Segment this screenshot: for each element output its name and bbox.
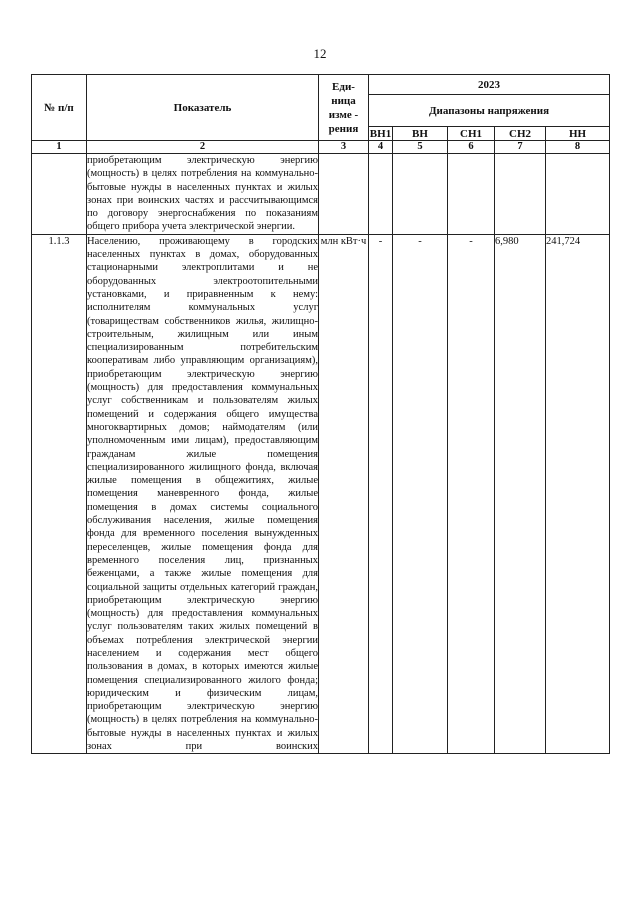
col-number: 2 — [87, 141, 319, 154]
indicator-text-p2: исполнителям коммунальных услуг (товариществам собственников жилья, жилищно-строительным, жилищным или иным специализированным потребительским кооперативам либо управляющим организациям), приобретающим электрическую энергию (мощность) для предоставления коммунальных услуг собственникам и пользователям жилых помещений и содержания общего имущества многоквартирных домов; наймодателям (или уполномоченным ими лицам), предоставляющим гражданам жилые помещения специализированного жилищного фонда, включая жилые помещения в общежитиях, жилые помещения маневренного фонда, жилые помещения в домах системы социального обслуживания населения, жилые помещения фонда для временного поселения вынужденных переселенцев, жилые помещения фонда для временного поселения лиц, признанных беженцами, а также жилые помещения для социальной защиты отдельных категорий граждан, приобретающим электрическую энергию (мощность) для предоставления коммунальных услуг пользователям таких жилых помещений в объемах потребления электрической энергии населением и содержания мест общего пользования в домах, в которых имеются жилые помещения специализированного жилого фонда; — [87, 302, 318, 686]
header-unit: Еди- ница изме - рения — [319, 75, 369, 141]
value-nn: 241,724 — [546, 234, 610, 754]
header-sn1: СН1 — [448, 127, 495, 141]
header-sn2: СН2 — [495, 127, 546, 141]
header-indicator: Показатель — [87, 75, 319, 141]
row-number: 1.1.3 — [32, 234, 87, 754]
tariff-table — [31, 74, 610, 754]
col-number: 5 — [393, 141, 448, 154]
table-row-continuation — [32, 154, 610, 235]
col-number: 1 — [32, 141, 87, 154]
col-number: 4 — [369, 141, 393, 154]
header-vn1: ВН1 — [369, 127, 392, 140]
page-number: 12 — [313, 46, 327, 61]
value-sn2: 6,980 — [495, 234, 546, 754]
header-num: № п/п — [32, 75, 87, 141]
value-vn1: - — [369, 234, 393, 754]
column-number-row — [32, 141, 610, 154]
value-sn1: - — [448, 234, 495, 754]
indicator-text-p1: Населению, проживающему в городских населенных пунктах в домах, оборудованных стационарными электроплитами и не оборудованных электроотопительными установками, и приравненным к нему: — [87, 235, 318, 300]
header-vn: ВН — [393, 127, 448, 141]
indicator-text-p3: юридическим и физическим лицам, приобретающим электрическую энергию (мощность) в целях потребления на коммунально-бытовые нужды в населенных пунктах и жилых зонах при воинских — [87, 687, 318, 753]
value-vn: - — [393, 234, 448, 754]
header-nn: НН — [546, 127, 610, 141]
col-number: 3 — [319, 141, 369, 154]
table-row-1-1-3 — [32, 234, 610, 754]
unit-value: млн кВт·ч — [319, 234, 369, 754]
continuation-text: приобретающим электрическую энергию (мощность) в целях потребления на коммунально-бытовые нужды в населенных пунктах и жилых зонах при воинских частях и рассчитывающимся по договору энергоснабжения по показаниям общего прибора учета электрической энергии. — [87, 155, 318, 233]
col-number: 7 — [495, 141, 546, 154]
header-year: 2023 — [369, 75, 610, 95]
header-voltage-ranges: Диапазоны напряжения — [369, 95, 610, 127]
col-number: 8 — [546, 141, 610, 154]
col-number: 6 — [448, 141, 495, 154]
